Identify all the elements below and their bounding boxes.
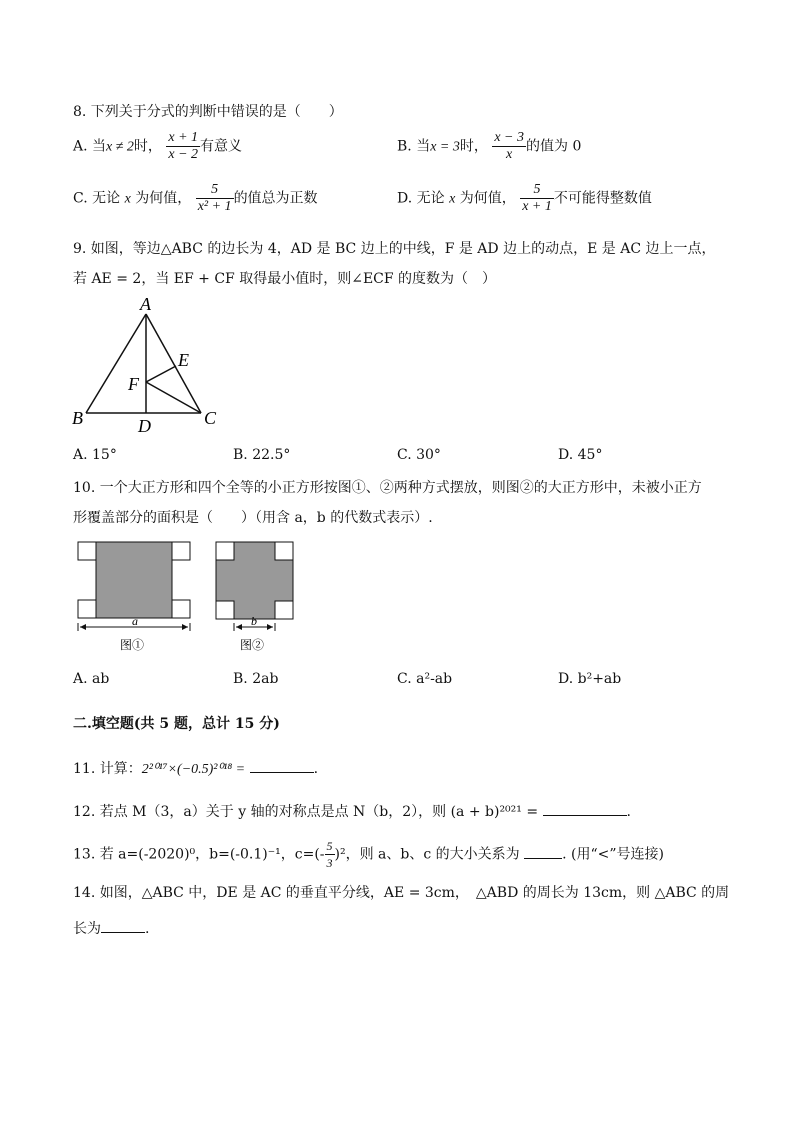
q11: 11. 计算：2²⁰¹⁷×(−0.5)²⁰¹⁸ = . xyxy=(73,761,319,777)
label-f: F xyxy=(128,374,139,394)
q9-stem-line1: 9. 如图，等边△ABC 的边长为 4，AD 是 BC 边上的中线，F 是 AD 边上的动点，E 是 AC 边上一点， xyxy=(73,241,716,257)
q13-fraction: $\frac{5}{3}$ xyxy=(326,839,333,870)
label-d: D xyxy=(138,416,151,436)
fig2-small-square-bl xyxy=(216,601,234,619)
q10-figure-2 xyxy=(212,539,302,657)
q10-stem-line1: 10. 一个大正方形和四个全等的小正方形按图①、②两种方式摆放，则图②的大正方形中，未被小正方 xyxy=(73,480,702,496)
q8-option-a: A. 当x ≠ 2时， $\frac{x + 1}{x - 2}$ 有意义 xyxy=(73,130,243,162)
q8-option-d: D. 无论 x 为何值， $\frac{5}{x + 1}$ 不可能得整数值 xyxy=(397,182,652,214)
q9-option-b: B. 22.5° xyxy=(233,447,291,463)
q14-line2: 长为 . xyxy=(73,921,150,937)
label-b: B xyxy=(72,408,83,428)
label-e: E xyxy=(178,350,189,370)
segment-fe xyxy=(146,366,176,382)
fig1-small-square-tr xyxy=(172,542,190,560)
q10-stem-line2: 形覆盖部分的面积是（ ）（用含 a，b 的代数式表示）. xyxy=(73,510,433,526)
q12: 12. 若点 M（3，a）关于 y 轴的对称点是点 N（b，2），则 (a + b)²⁰²¹ = . xyxy=(73,804,631,820)
fig1-caption: 图① xyxy=(120,638,145,652)
fig2-dim-label: b xyxy=(251,614,257,628)
q8-a-fraction: $\frac{x + 1}{x - 2}$ xyxy=(168,130,199,162)
q10-figure-1 xyxy=(74,539,194,657)
fig1-small-square-bl xyxy=(78,600,96,618)
fig2-small-square-tr xyxy=(275,542,293,560)
q9-option-a: A. 15° xyxy=(73,447,117,463)
q8-b-fraction: $\frac{x - 3}{x}$ xyxy=(494,130,524,162)
label-c: C xyxy=(204,408,217,428)
fig2-small-square-br xyxy=(275,601,293,619)
q10-option-c: C. a²-ab xyxy=(397,671,453,687)
q11-answer-blank[interactable] xyxy=(250,760,314,773)
q10-option-a: A. ab xyxy=(73,671,110,687)
q9-stem-line2: 若 AE = 2，当 EF + CF 取得最小值时，则∠ECF 的度数为（ ） xyxy=(73,271,497,287)
q8-d-fraction: $\frac{5}{x + 1}$ xyxy=(522,182,552,214)
q10-option-d: D. b²+ab xyxy=(558,671,622,687)
fig1-small-square-tl xyxy=(78,542,96,560)
side-ab xyxy=(86,314,146,413)
fig1-small-square-br xyxy=(172,600,190,618)
q8-stem: 8. 下列关于分式的判断中错误的是（ ） xyxy=(73,104,343,120)
q8-option-c: C. 无论 x 为何值， $\frac{5}{\text{x² + 1}}$ 的值总为正数 xyxy=(73,182,318,214)
label-a: A xyxy=(140,294,151,314)
fig1-large-square xyxy=(96,542,172,618)
fig2-caption: 图② xyxy=(240,638,265,652)
q8-c-fraction: $\frac{5}{\text{x² + 1}}$ xyxy=(197,182,232,214)
q13: 13. 若 a=(-2020)⁰，b=(-0.1)⁻¹，c=(- $\frac{5}{3}$ )²，则 a、b、c 的大小关系为 . (用“<”号连接) xyxy=(73,839,664,870)
q14-line1: 14. 如图，△ABC 中，DE 是 AC 的垂直平分线，AE = 3cm， △ABD 的周长为 13cm，则 △ABC 的周 xyxy=(73,885,730,901)
q9-option-d: D. 45° xyxy=(558,447,603,463)
q13-answer-blank[interactable] xyxy=(524,846,562,859)
q8-option-b: B. 当x = 3时， $\frac{x - 3}{x}$ 的值为 0 xyxy=(397,130,582,162)
section-title: 二.填空题(共 5 题，总计 15 分) xyxy=(73,716,280,732)
q14-answer-blank[interactable] xyxy=(101,920,145,933)
q9-option-c: C. 30° xyxy=(397,447,441,463)
fig2-small-square-tl xyxy=(216,542,234,560)
q10-option-b: B. 2ab xyxy=(233,671,279,687)
q12-answer-blank[interactable] xyxy=(543,803,627,816)
fig1-dim-label: a xyxy=(132,614,138,628)
q9-triangle-figure xyxy=(68,292,228,436)
